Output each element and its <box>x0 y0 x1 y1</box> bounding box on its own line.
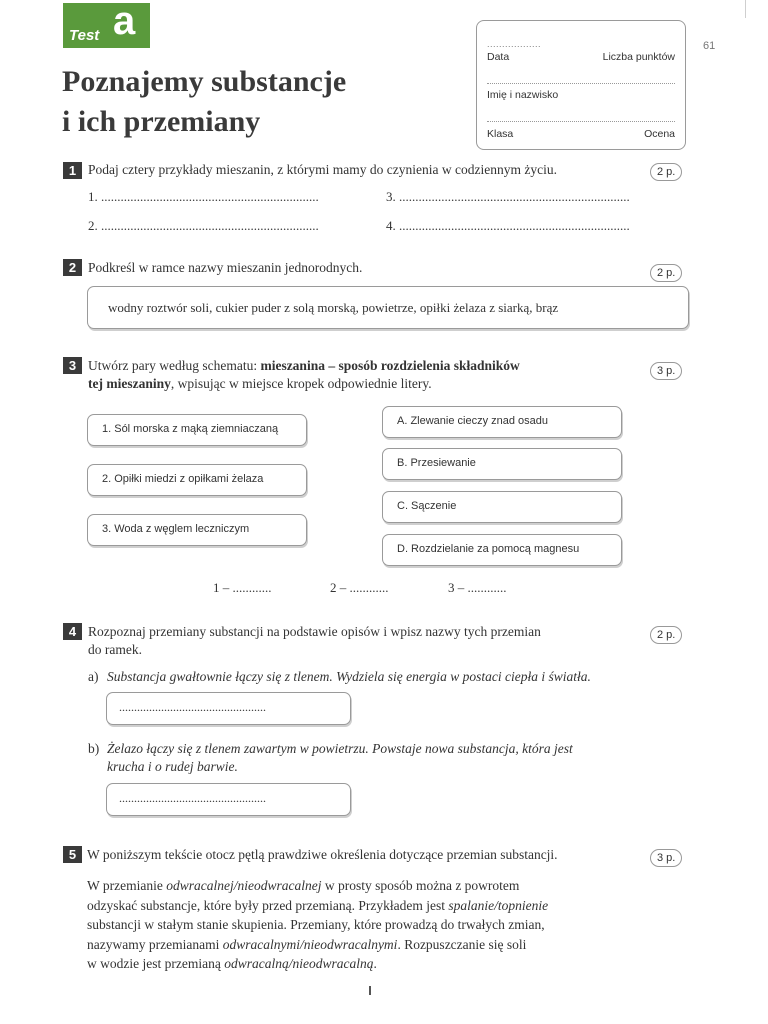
task5-line4-text-b: . Rozpuszczanie się soli <box>397 936 527 952</box>
task4-b-label: b) <box>88 741 100 756</box>
task4-b-text-line2: krucha i o rudej barwie. <box>107 759 238 774</box>
task3-mixture-3[interactable]: 3. Woda z węglem leczniczym <box>87 514 307 546</box>
task3-method-b[interactable]: B. Przesiewanie <box>382 448 622 480</box>
task1-number: 1 <box>63 162 82 179</box>
task1-answer-line-4[interactable]: 4. ....................................................................... <box>386 218 630 233</box>
date-label: Data <box>487 51 510 63</box>
task2-frame-text[interactable]: wodny roztwór soli, cukier puder z solą morską, powietrze, opiłki żelaza z siarką, brąz <box>108 300 559 315</box>
task5-option-2[interactable]: spalanie/topnienie <box>448 897 549 913</box>
task1-points: 2 p. <box>650 163 682 181</box>
task5-line1 <box>87 876 687 896</box>
task2-number: 2 <box>63 259 82 276</box>
task1-prompt: Podaj cztery przykłady mieszanin, z którymi mamy do czynienia w codziennym życiu. <box>88 162 557 177</box>
task4-points: 2 p. <box>650 626 682 644</box>
task5-number: 5 <box>63 846 82 863</box>
student-info-box <box>476 20 686 150</box>
class-line <box>487 121 675 122</box>
task5-points: 3 p. <box>650 849 682 867</box>
task4-a-answer-box[interactable] <box>106 692 351 725</box>
task3-prompt <box>88 357 648 393</box>
task3-method-d[interactable]: D. Rozdzielanie za pomocą magnesu <box>382 534 622 566</box>
page-footer-mark <box>369 986 371 995</box>
task5-line2-text-a: odzyskać substancje, które były przed przemianą. Przykładem jest <box>87 897 449 913</box>
page-title-line2: i ich przemiany <box>62 105 261 138</box>
test-badge-letter: a <box>113 0 136 43</box>
task5-option-3[interactable]: odwracalnymi/nieodwracalnymi <box>222 936 398 952</box>
test-badge <box>63 0 150 48</box>
task3-prompt-end: , wpisując w miejsce kropek odpowiednie litery. <box>170 376 432 391</box>
page-title <box>62 62 462 142</box>
task4-number: 4 <box>63 623 82 640</box>
task3-mixture-2[interactable]: 2. Opiłki miedzi z opiłkami żelaza <box>87 464 307 496</box>
task5-prompt: W poniższym tekście otocz pętlą prawdziwe określenia dotyczące przemian substancji. <box>87 847 558 862</box>
task3-prompt-start: Utwórz pary według schematu: <box>88 358 261 373</box>
task5-line5-text-a: w wodzie jest przemianą <box>87 956 225 971</box>
task3-prompt-bold: mieszanina – sposób rozdzielenia składników <box>260 358 520 373</box>
task5-line5-text-b: . <box>373 956 377 971</box>
task5-paragraph <box>87 876 687 974</box>
task1-answer-line-3[interactable]: 3. ....................................................................... <box>386 189 630 204</box>
class-label: Klasa <box>487 128 514 140</box>
points-label: Liczba punktów <box>602 51 675 63</box>
task5-line1-text-b: w prosty sposób można z powrotem <box>321 878 520 893</box>
task4-b-answer-dots: ................................................. <box>119 791 266 805</box>
task3-answer-3[interactable]: 3 – ............ <box>448 580 507 595</box>
task4-b-answer-box[interactable] <box>106 783 351 816</box>
task4-a-label: a) <box>88 669 99 684</box>
task1-answer-line-1[interactable]: 1. ................................................................... <box>88 189 319 204</box>
page-corner-mark <box>745 0 746 18</box>
task3-method-c[interactable]: C. Sączenie <box>382 491 622 523</box>
task5-line1-text-a: W przemianie <box>87 878 167 893</box>
task3-answer-2[interactable]: 2 – ............ <box>330 580 389 595</box>
task3-number: 3 <box>63 357 82 374</box>
task3-points: 3 p. <box>650 362 682 380</box>
task5-option-4[interactable]: odwracalną/nieodwracalną <box>224 956 374 971</box>
task4-prompt <box>88 623 648 659</box>
task5-option-1[interactable]: odwracalnej/nieodwracalnej <box>166 878 322 893</box>
grade-label: Ocena <box>644 128 675 140</box>
task4-a-answer-dots: ................................................. <box>119 700 266 714</box>
task4-b-text <box>107 740 687 776</box>
page-title-line1: Poznajemy substancje <box>62 65 347 98</box>
task3-method-a[interactable]: A. Zlewanie cieczy znad osadu <box>382 406 622 438</box>
test-badge-word: Test <box>69 27 100 44</box>
date-dots: .................. <box>487 39 542 49</box>
task5-line4 <box>87 935 687 955</box>
task4-prompt-line1: Rozpoznaj przemiany substancji na podstawie opisów i wpisz nazwy tych przemian <box>88 624 541 639</box>
name-line <box>487 83 675 84</box>
task5-line3: substancji w stałym stanie skupienia. Przemiany, które prowadzą do trwałych zmian, <box>87 917 545 932</box>
task2-word-frame <box>87 286 689 329</box>
task4-a-text: Substancja gwałtownie łączy się z tlenem. Wydziela się energia w postaci ciepła i światła. <box>107 669 591 684</box>
task1-answer-line-2[interactable]: 2. ................................................................... <box>88 218 319 233</box>
task4-prompt-line2: do ramek. <box>88 642 142 657</box>
page-number: 61 <box>703 40 716 52</box>
task5-line2 <box>87 896 687 916</box>
task3-mixture-1[interactable]: 1. Sól morska z mąką ziemniaczaną <box>87 414 307 446</box>
task2-points: 2 p. <box>650 264 682 282</box>
task5-line5 <box>87 954 687 974</box>
name-label: Imię i nazwisko <box>487 89 559 101</box>
task3-prompt-bold2: tej mieszaniny <box>88 376 171 391</box>
task4-b-text-line1: Żelazo łączy się z tlenem zawartym w powietrzu. Powstaje nowa substancja, która jest <box>107 741 573 756</box>
task2-prompt: Podkreśl w ramce nazwy mieszanin jednorodnych. <box>88 260 363 275</box>
task5-line4-text-a: nazywamy przemianami <box>87 936 223 952</box>
task3-answer-1[interactable]: 1 – ............ <box>213 580 272 595</box>
